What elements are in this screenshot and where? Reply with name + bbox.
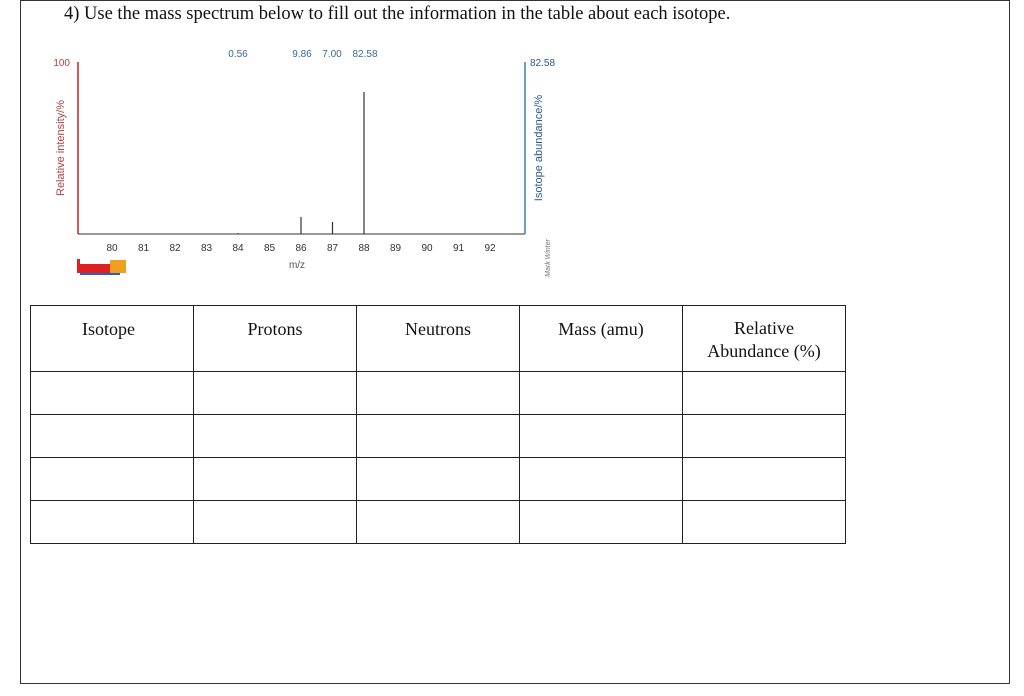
table-cell[interactable] — [31, 458, 194, 501]
x-tick-label: 81 — [137, 243, 150, 254]
table-row — [31, 458, 846, 501]
x-tick-label: 86 — [295, 243, 307, 254]
table-cell[interactable] — [683, 458, 846, 501]
table-row — [31, 415, 846, 458]
x-tick-label: 92 — [484, 243, 496, 254]
mass-spectrum-chart — [0, 0, 1024, 300]
table-cell[interactable] — [683, 501, 846, 544]
x-tick-label: 91 — [452, 243, 465, 254]
periodic-icon-strip — [80, 273, 120, 275]
table-header-cell: Relative Abundance (%) — [683, 306, 846, 372]
periodic-icon-block — [110, 260, 126, 273]
table-cell[interactable] — [683, 372, 846, 415]
table-cell[interactable] — [683, 415, 846, 458]
table-cell[interactable] — [357, 415, 520, 458]
table-header-cell: Mass (amu) — [520, 306, 683, 372]
table-header-cell: Protons — [194, 306, 357, 372]
x-tick-label: 85 — [263, 243, 276, 254]
x-tick-label: 89 — [389, 243, 402, 254]
table-cell[interactable] — [357, 372, 520, 415]
question-text: 4) Use the mass spectrum below to fill out the information in the table about each isotope. — [64, 4, 731, 24]
table-cell[interactable] — [31, 372, 194, 415]
peak-label: 82.58 — [352, 49, 378, 60]
table-cell[interactable] — [31, 415, 194, 458]
x-tick-label: 84 — [232, 243, 244, 254]
x-tick-label: 88 — [358, 243, 370, 254]
table-header-cell: Isotope — [31, 306, 194, 372]
peak-label: 7.00 — [322, 49, 342, 60]
right-axis-value: 82.58 — [530, 58, 556, 69]
periodic-icon-block — [80, 264, 110, 273]
table-header-cell: Neutrons — [357, 306, 520, 372]
credit-label: Mark Winter — [545, 239, 552, 277]
table-cell[interactable] — [357, 458, 520, 501]
table-row — [31, 501, 846, 544]
table-cell[interactable] — [194, 415, 357, 458]
table-cell[interactable] — [194, 372, 357, 415]
table-cell[interactable] — [357, 501, 520, 544]
table-cell[interactable] — [520, 501, 683, 544]
table-cell[interactable] — [194, 501, 357, 544]
x-tick-label: 90 — [421, 243, 433, 254]
x-tick-label: 82 — [169, 243, 181, 254]
y-tick-label: 100 — [53, 58, 70, 69]
y-axis-label: Relative intensity/% — [55, 100, 67, 196]
periodic-icon-bar — [77, 259, 80, 273]
table-cell[interactable] — [31, 501, 194, 544]
right-axis-label: Isotope abundance/% — [533, 94, 545, 202]
x-tick-label: 87 — [326, 243, 339, 254]
table-cell[interactable] — [520, 415, 683, 458]
peak-label: 0.56 — [228, 49, 248, 60]
table-body — [31, 372, 846, 544]
peak-label: 9.86 — [292, 49, 312, 60]
table-row — [31, 372, 846, 415]
isotope-table — [30, 305, 846, 544]
table-cell[interactable] — [194, 458, 357, 501]
x-axis-label: m/z — [288, 260, 306, 271]
table-header-row — [31, 306, 846, 372]
x-tick-label: 80 — [106, 243, 118, 254]
table-cell[interactable] — [520, 458, 683, 501]
x-tick-label: 83 — [200, 243, 213, 254]
table-cell[interactable] — [520, 372, 683, 415]
